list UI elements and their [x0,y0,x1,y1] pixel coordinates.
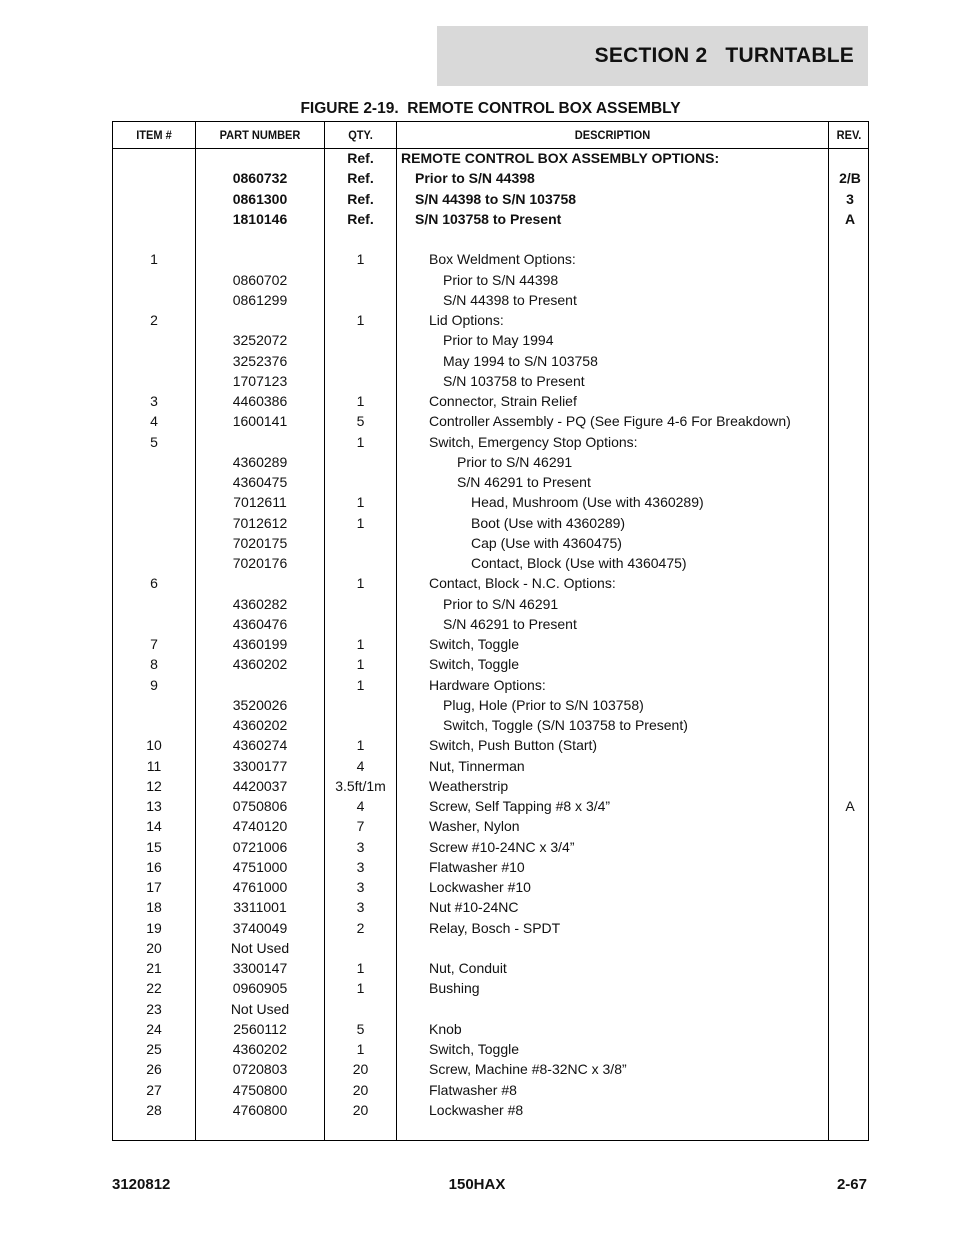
part-number: 4750800 [232,1081,288,1098]
table-row [113,938,868,958]
table-row [113,675,868,695]
part-number: 7012612 [232,514,288,531]
description: Lockwasher #8 [429,1101,524,1118]
description: Knob [429,1020,462,1037]
item-number: 10 [146,737,162,754]
table-row [113,310,868,330]
table-row [113,816,868,836]
table-header [113,122,868,149]
item-number: 3 [150,393,158,409]
part-number: 4420037 [232,777,288,794]
part-number: 4360202 [232,656,288,673]
table-row [113,573,868,593]
part-number: 3520026 [232,696,288,713]
section-title: SECTION 2 TURNTABLE [594,44,854,67]
description: Screw #10-24NC x 3/4” [429,838,575,855]
quantity: 1 [356,433,365,450]
table-row [113,1059,868,1079]
description: S/N 44398 to S/N 103758 [415,190,577,207]
quantity: 7 [356,818,365,835]
table-row [113,209,868,229]
item-number: 26 [146,1061,162,1078]
item-number: 17 [146,879,162,895]
table-row [113,411,868,431]
item-number: 20 [146,939,162,956]
table-body [113,148,868,1120]
description: Switch, Toggle [429,656,520,673]
description: Switch, Toggle [429,636,520,652]
part-number: 0721006 [232,838,288,855]
table-row [113,1080,868,1100]
description: Switch, Emergency Stop Options: [429,433,638,450]
description: S/N 103758 to Present [443,372,585,389]
part-number: 2560112 [233,1020,287,1037]
table-row [113,452,868,472]
part-number: 4360202 [232,1041,288,1057]
table-row [113,229,868,249]
quantity: 1 [356,676,365,693]
table-row [113,1019,868,1039]
table-row [113,1039,868,1059]
quantity: 1 [356,960,365,976]
part-number: Not Used [230,1000,290,1017]
part-number: 4761000 [232,879,288,895]
item-number: 8 [150,656,158,673]
part-number: 7012611 [233,494,287,511]
table-row [113,877,868,897]
description: Cap (Use with 4360475) [471,534,622,551]
col-header-part-number: PART NUMBER [219,128,301,142]
description: S/N 46291 to Present [443,615,577,632]
item-number: 14 [146,818,162,835]
part-number: 3300177 [232,757,288,774]
part-number: 0750806 [232,798,288,814]
quantity: Ref. [347,210,374,227]
description: Nut, Conduit [429,960,507,976]
item-number: 5 [150,433,158,450]
part-number: 0861299 [232,291,288,308]
table-row [113,492,868,512]
item-number: 22 [146,980,162,997]
table-row [113,513,868,533]
part-number: 4740120 [232,818,288,835]
description: S/N 103758 to Present [415,210,562,227]
quantity: 1 [356,494,365,511]
description: Washer, Nylon [429,818,520,835]
item-number: 15 [146,838,162,855]
description: Relay, Bosch - SPDT [429,919,561,936]
col-header-description: DESCRIPTION [574,128,651,142]
description: Screw, Machine #8-32NC x 3/8” [429,1061,627,1078]
table-row [113,756,868,776]
table-row [113,776,868,796]
description: Box Weldment Options: [429,251,576,268]
quantity: Ref. [347,170,374,187]
table-row [113,533,868,553]
description: Lid Options: [429,312,504,328]
part-number: 4360274 [232,737,288,754]
quantity: 1 [356,575,365,592]
quantity: 3.5ft/1m [335,777,386,794]
item-number: 11 [146,757,162,774]
part-number: 3311001 [233,899,287,916]
table-row [113,897,868,917]
part-number: 4360202 [232,717,288,733]
table-row [113,189,868,209]
quantity: 4 [356,798,365,814]
quantity: 1 [356,251,365,268]
description: Prior to S/N 46291 [457,453,573,470]
description: Prior to S/N 44398 [443,271,559,288]
item-number: 1 [150,251,158,268]
revision: A [844,210,856,227]
table-row [113,594,868,614]
part-number: 7020176 [232,555,288,571]
table-row [113,918,868,938]
part-number: 4360289 [232,453,288,470]
description: Plug, Hole (Prior to S/N 103758) [443,696,644,713]
part-number: 7020175 [232,534,288,551]
footer-model: 150HAX [448,1176,506,1193]
description: Switch, Toggle [429,1041,520,1057]
part-number: 4360476 [232,615,288,632]
table-row [113,432,868,452]
description: Contact, Block - N.C. Options: [429,575,616,592]
revision: 3 [846,190,854,207]
footer-doc-number: 3120812 [112,1176,171,1193]
item-number: 2 [150,312,158,328]
part-number: 3740049 [232,919,288,936]
item-number: 18 [146,899,162,916]
table-row [113,330,868,350]
description: May 1994 to S/N 103758 [443,352,598,369]
quantity: Ref. [347,190,374,207]
part-number: 3252072 [232,332,288,349]
part-number: 3252376 [232,352,288,369]
description: REMOTE CONTROL BOX ASSEMBLY OPTIONS: [401,150,720,166]
parts-table [112,121,869,1141]
table-row [113,371,868,391]
quantity: 20 [352,1081,369,1098]
description: Hardware Options: [429,676,546,693]
quantity: Ref. [347,150,374,166]
quantity: 5 [356,413,365,430]
part-number: 1707123 [232,372,288,389]
part-number: Not Used [230,939,290,956]
item-number: 24 [146,1020,162,1037]
part-number: 0960905 [232,980,288,997]
item-number: 7 [150,636,158,652]
quantity: 1 [356,1041,365,1057]
part-number: 1810146 [232,210,288,227]
table-row [113,148,868,168]
quantity: 3 [356,879,365,895]
section-header [437,26,868,86]
description: Flatwasher #8 [429,1081,517,1098]
description: Nut, Tinnerman [429,757,525,774]
description: Controller Assembly - PQ (See Figure 4-6 For Breakdown) [429,413,791,430]
part-number: 4360282 [232,595,288,612]
col-header-item: ITEM # [136,128,172,142]
table-row [113,249,868,269]
description: S/N 44398 to Present [443,291,577,308]
table-row [113,270,868,290]
quantity: 1 [356,312,365,328]
description: Prior to S/N 46291 [443,595,559,612]
item-number: 6 [150,575,158,592]
quantity: 3 [356,899,365,916]
quantity: 20 [352,1101,369,1118]
footer-page-number: 2-67 [836,1176,867,1193]
description: Prior to S/N 44398 [415,170,535,187]
quantity: 20 [352,1061,369,1078]
description: Head, Mushroom (Use with 4360289) [471,494,704,511]
table-row [113,796,868,816]
description: Nut #10-24NC [429,899,519,916]
part-number: 4360199 [232,636,288,652]
table-row [113,351,868,371]
table-row [113,999,868,1019]
description: Screw, Self Tapping #8 x 3/4” [429,798,611,814]
quantity: 1 [356,980,365,997]
table-row [113,978,868,998]
item-number: 4 [150,413,158,430]
col-header-rev: REV. [836,128,862,142]
description: Prior to May 1994 [443,332,554,349]
item-number: 12 [146,777,162,794]
description: Contact, Block (Use with 4360475) [471,555,687,571]
quantity: 1 [356,656,365,673]
quantity: 2 [356,919,365,936]
item-number: 16 [146,858,162,875]
description: Switch, Push Button (Start) [429,737,598,754]
item-number: 21 [146,960,162,976]
quantity: 1 [356,514,365,531]
item-number: 28 [146,1101,162,1118]
description: Connector, Strain Relief [429,393,577,409]
table-row [113,634,868,654]
figure-title: FIGURE 2-19. REMOTE CONTROL BOX ASSEMBLY [300,100,681,117]
description: Switch, Toggle (S/N 103758 to Present) [443,717,688,733]
table-row [113,715,868,735]
part-number: 0720803 [232,1061,288,1078]
table-row [113,695,868,715]
part-number: 0861300 [232,190,288,207]
quantity: 5 [356,1020,365,1037]
description: Bushing [429,980,480,997]
part-number: 3300147 [232,960,288,976]
revision: 2/B [839,170,861,187]
table-row [113,857,868,877]
part-number: 0860702 [232,271,288,288]
description: Lockwasher #10 [429,879,531,895]
description: Weatherstrip [429,777,509,794]
revision: A [845,798,855,814]
part-number: 4760800 [232,1101,288,1118]
table-row [113,290,868,310]
quantity: 1 [356,636,365,652]
quantity: 1 [356,393,365,409]
table-row [113,472,868,492]
part-number: 4460386 [232,393,288,409]
item-number: 25 [146,1041,162,1057]
part-number: 0860732 [232,170,288,187]
quantity: 3 [356,858,365,875]
description: Flatwasher #10 [429,858,525,875]
table-row [113,735,868,755]
table-row [113,837,868,857]
part-number: 1600141 [232,413,288,430]
table-row [113,1100,868,1120]
item-number: 9 [150,676,158,693]
quantity: 4 [356,757,365,774]
part-number: 4360475 [232,474,288,490]
quantity: 3 [356,838,365,855]
item-number: 23 [146,1000,162,1017]
table-row [113,654,868,674]
item-number: 27 [146,1081,162,1098]
description: Boot (Use with 4360289) [471,514,626,531]
table-row [113,614,868,634]
table-row [113,958,868,978]
table-row [113,553,868,573]
item-number: 19 [146,919,162,936]
table-row [113,391,868,411]
quantity: 1 [356,737,365,754]
part-number: 4751000 [232,858,288,875]
description: S/N 46291 to Present [457,474,591,490]
col-header-qty: QTY. [348,128,373,142]
item-number: 13 [146,798,162,814]
table-row [113,168,868,188]
